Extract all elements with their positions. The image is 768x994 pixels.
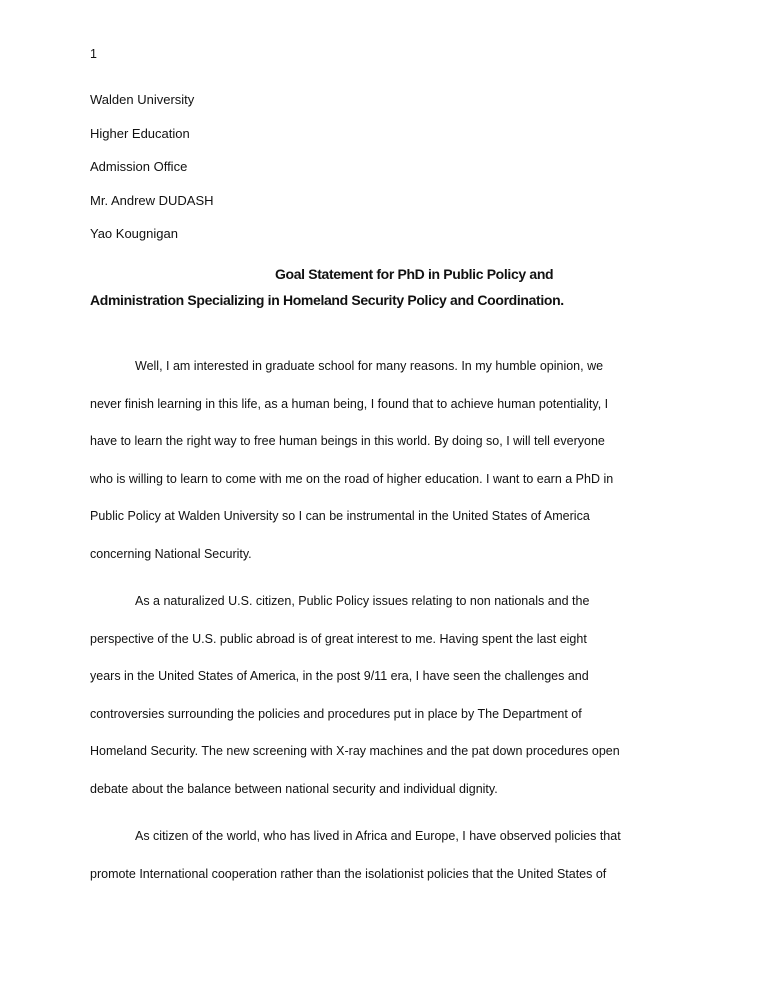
paragraph-spacer bbox=[90, 818, 680, 828]
text-line: never finish learning in this life, as a human being, I found that to achieve human potentiality, I bbox=[90, 396, 609, 411]
paragraph-2 bbox=[90, 593, 680, 818]
text-line: debate about the balance between national security and individual dignity. bbox=[90, 781, 498, 796]
header-line-author: Yao Kougnigan bbox=[90, 226, 178, 241]
text-line: concerning National Security. bbox=[90, 546, 252, 561]
header-line-institution: Walden University bbox=[90, 92, 195, 107]
title-line-2: Administration Specializing in Homeland Security Policy and Coordination. bbox=[90, 292, 564, 308]
title-line-1: Goal Statement for PhD in Public Policy and bbox=[275, 266, 554, 282]
text-line: As a naturalized U.S. citizen, Public Policy issues relating to non nationals and the bbox=[135, 594, 590, 608]
header-line-office: Admission Office bbox=[90, 159, 188, 174]
header-line-recipient: Mr. Andrew DUDASH bbox=[90, 192, 214, 208]
text-line: have to learn the right way to free human beings in this world. By doing so, I will tell everyone bbox=[90, 434, 605, 448]
text-line: perspective of the U.S. public abroad is of great interest to me. Having spent the last eight bbox=[90, 631, 587, 646]
text-line: Well, I am interested in graduate school for many reasons. In my humble opinion, we bbox=[135, 359, 604, 373]
text-line: As citizen of the world, who has lived in Africa and Europe, I have observed policies that bbox=[135, 829, 621, 843]
text-line: who is willing to learn to come with me on the road of higher education. I want to earn a PhD in bbox=[90, 471, 614, 486]
paragraph-1 bbox=[90, 358, 680, 583]
text-line: promote International cooperation rather than the isolationist policies that the United States of bbox=[90, 866, 607, 881]
page-number: 1 bbox=[90, 47, 97, 61]
paragraph-spacer bbox=[90, 583, 680, 593]
document-body bbox=[90, 358, 680, 903]
letter-header bbox=[90, 92, 214, 260]
text-line: years in the United States of America, in the post 9/11 era, I have seen the challenges and bbox=[90, 669, 589, 683]
text-line: Public Policy at Walden University so I can be instrumental in the United States of America bbox=[90, 509, 590, 523]
header-line-department: Higher Education bbox=[90, 125, 190, 141]
document-title bbox=[90, 261, 690, 313]
text-line: controversies surrounding the policies and procedures put in place by The Department of bbox=[90, 706, 582, 721]
paragraph-3 bbox=[90, 828, 680, 903]
text-line: Homeland Security. The new screening with X-ray machines and the pat down procedures open bbox=[90, 744, 620, 758]
